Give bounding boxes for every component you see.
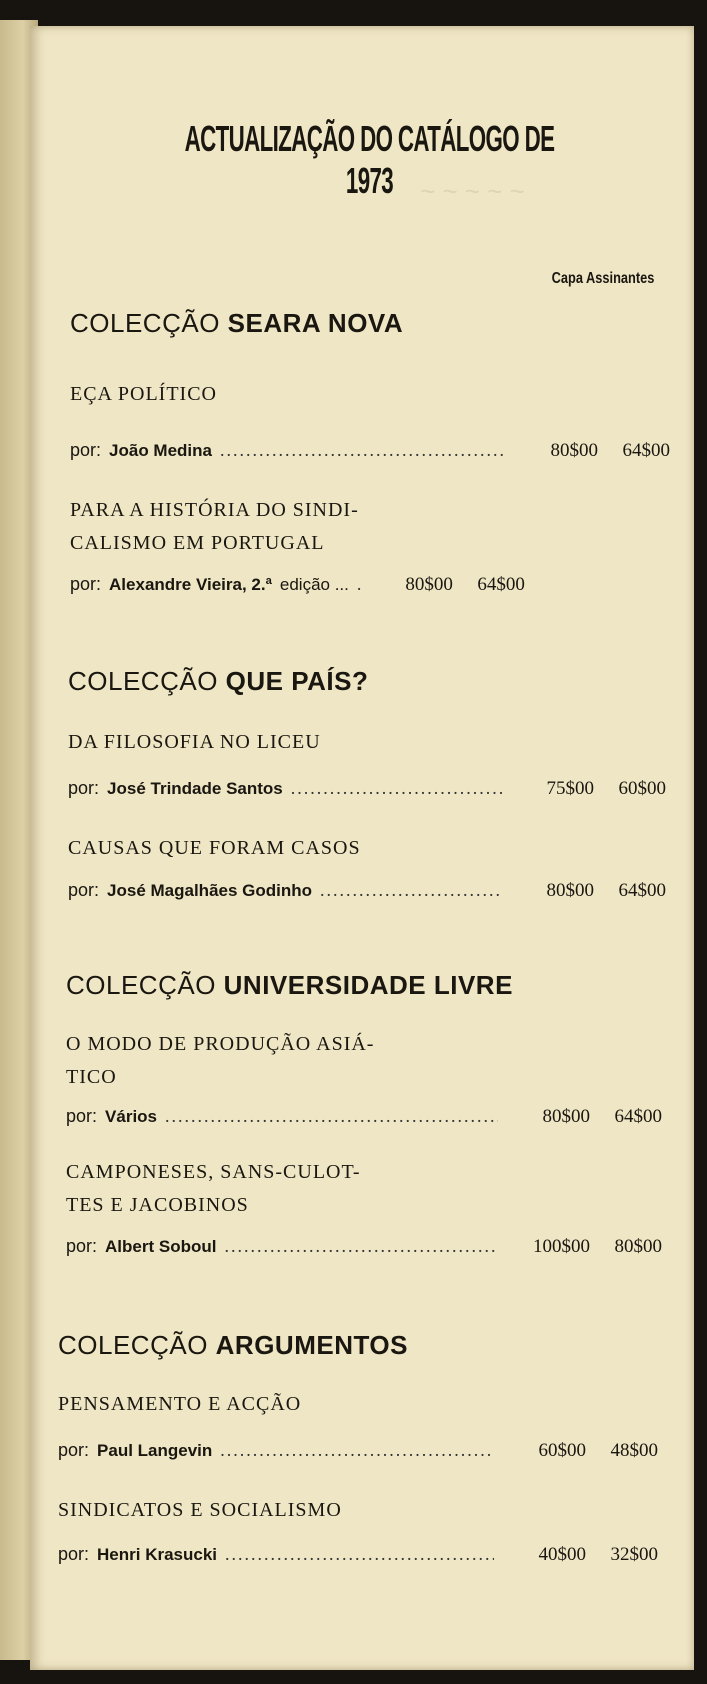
price-capa: 80$00: [405, 574, 453, 595]
price-column-header: Capa Assinantes: [551, 270, 654, 287]
author: Albert Soboul: [105, 1237, 217, 1256]
price-assinantes: 60$00: [618, 778, 666, 799]
catalog-page: [30, 26, 694, 1670]
author: José Trindade Santos: [107, 779, 283, 798]
book-entry: por: José Magalhães Godinho ..... 80$00 64$00: [68, 880, 666, 902]
book-entry: por: José Trindade Santos ..... 75$00 60$00: [68, 778, 666, 800]
book-entry: por: Albert Soboul ..... 100$00 80$00: [66, 1236, 662, 1258]
price-capa: 40$00: [538, 1544, 586, 1565]
price-capa: 80$00: [542, 1106, 590, 1127]
book-title: CAUSAS QUE FORAM CASOS: [68, 837, 361, 859]
price-assinantes: 64$00: [614, 1106, 662, 1127]
price-assinantes: 64$00: [622, 440, 670, 461]
price-capa: 100$00: [533, 1236, 590, 1257]
price-assinantes: 64$00: [618, 880, 666, 901]
price-assinantes: 64$00: [477, 574, 525, 595]
book-title: PENSAMENTO E ACÇÃO: [58, 1393, 302, 1415]
page-title: ACTUALIZAÇÃO DO CATÁLOGO DE 1973: [184, 118, 555, 201]
show-through-text: ~ ~ ~ ~ ~: [420, 176, 525, 206]
collection-heading: COLECÇÃO ARGUMENTOS: [58, 1330, 408, 1360]
collection-heading: COLECÇÃO QUE PAÍS?: [68, 666, 369, 696]
book-title: CAMPONESES, SANS-CULOT- TES E JACOBINOS: [66, 1161, 361, 1216]
price-capa: 80$00: [546, 880, 594, 901]
author: Paul Langevin: [97, 1441, 213, 1460]
price-capa: 60$00: [538, 1440, 586, 1461]
author: José Magalhães Godinho: [107, 881, 313, 900]
book-entry: por: Alexandre Vieira, 2.ª edição ... ..... 80$00 64$00: [70, 574, 670, 596]
book-entry: por: Paul Langevin ..... 60$00 48$00: [58, 1440, 658, 1462]
book-entry: por: Vários ..... 80$00 64$00: [66, 1106, 662, 1128]
book-title: O MODO DE PRODUÇÃO ASIÁ- TICO: [66, 1033, 375, 1088]
price-assinantes: 32$00: [610, 1544, 658, 1565]
price-capa: 75$00: [546, 778, 594, 799]
price-assinantes: 80$00: [614, 1236, 662, 1257]
author: Henri Krasucki: [97, 1545, 218, 1564]
author: João Medina: [109, 441, 212, 460]
book-entry: por: João Medina ..... 80$00 64$00: [70, 440, 670, 462]
collection-heading: COLECÇÃO UNIVERSIDADE LIVRE: [66, 970, 513, 1000]
author: Vários: [105, 1107, 158, 1126]
book-title: EÇA POLÍTICO: [70, 383, 217, 405]
price-assinantes: 48$00: [610, 1440, 658, 1461]
book-title: PARA A HISTÓRIA DO SINDI- CALISMO EM PORTUGAL: [70, 499, 359, 554]
author: Alexandre Vieira, 2.ª: [109, 575, 272, 594]
book-title: SINDICATOS E SOCIALISMO: [58, 1499, 342, 1521]
book-title: DA FILOSOFIA NO LICEU: [68, 731, 321, 753]
price-capa: 80$00: [550, 440, 598, 461]
book-entry: por: Henri Krasucki ..... 40$00 32$00: [58, 1544, 658, 1566]
collection-heading: COLECÇÃO SEARA NOVA: [70, 308, 404, 338]
